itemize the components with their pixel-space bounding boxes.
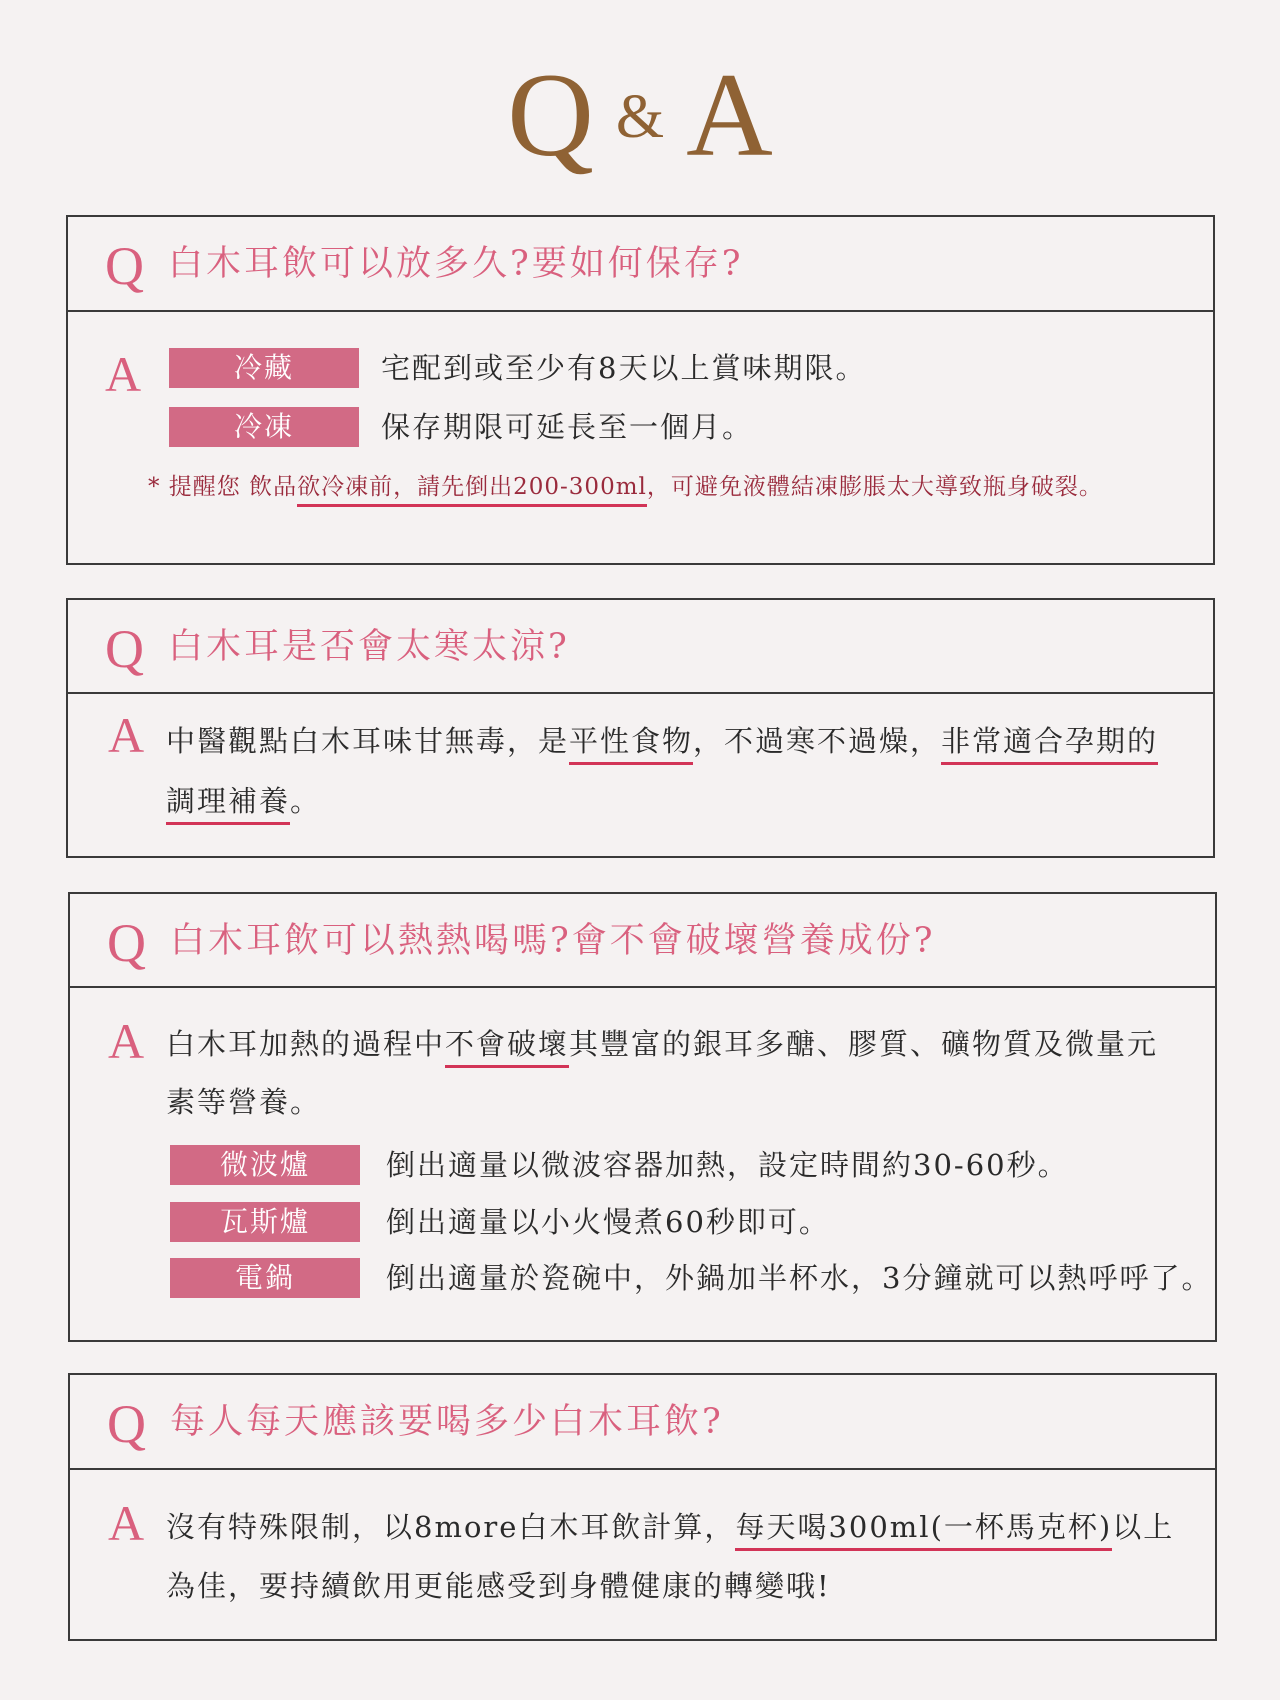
tag-refrigerate: 冷藏 (169, 348, 359, 388)
qa-card-daily-amount (68, 1373, 1217, 1641)
answer-line: 宅配到或至少有8天以上賞味期限。 (381, 351, 867, 385)
highlight-neutral: 平性食物 (569, 724, 693, 765)
title-a: A (686, 48, 773, 181)
highlight-no-damage: 不會破壞 (445, 1027, 569, 1068)
qa-card-heating (68, 892, 1217, 1342)
tag-rice-cooker: 電鍋 (170, 1258, 360, 1298)
page-title (0, 48, 1280, 181)
answer-line-2: 為佳，要持續飲用更能感受到身體健康的轉變哦! (166, 1569, 831, 1603)
answer-line-2: 素等營養。 (166, 1085, 322, 1119)
tag-microwave: 微波爐 (170, 1145, 360, 1185)
highlight-daily-amount: 每天喝300ml(一杯馬克杯) (735, 1510, 1112, 1551)
note-underlined: 欲冷凍前，請先倒出200-300ml (297, 474, 647, 507)
q-letter: Q (107, 913, 146, 973)
q-letter: Q (107, 1394, 146, 1454)
question-text: 白木耳飲可以放多久?要如何保存? (168, 244, 744, 284)
a-letter: A (108, 1495, 145, 1551)
note-prefix: * 提醒您 飲品 (148, 474, 298, 500)
title-amp: & (615, 83, 665, 151)
reminder-note (148, 476, 1103, 499)
answer-line-1: 中醫觀點白木耳味甘無毒，是平性食物，不過寒不過燥，非常適合孕期的 (166, 727, 1158, 756)
question-row (68, 600, 1213, 694)
q-letter: Q (105, 236, 144, 296)
question-row (70, 1375, 1215, 1470)
a-letter: A (108, 1013, 145, 1069)
a-letter: A (108, 707, 145, 763)
question-text: 白木耳是否會太寒太涼? (168, 627, 570, 667)
qa-card-coldness (66, 598, 1215, 858)
answer-line: 保存期限可延長至一個月。 (381, 410, 754, 444)
a-letter: A (105, 346, 142, 402)
answer-line-2: 調理補養。 (166, 787, 321, 816)
answer-line: 倒出適量以微波容器加熱，設定時間約30-60秒。 (386, 1148, 1069, 1182)
answer-line: 倒出適量於瓷碗中，外鍋加半杯水，3分鐘就可以熱呼呼了。 (386, 1261, 1213, 1295)
q-letter: Q (105, 619, 144, 679)
answer-line-1: 白木耳加熱的過程中不會破壞其豐富的銀耳多醣、膠質、礦物質及微量元 (166, 1030, 1158, 1059)
tag-freeze: 冷凍 (169, 407, 359, 447)
tag-gas-stove: 瓦斯爐 (170, 1202, 360, 1242)
answer-line-1: 沒有特殊限制，以8more白木耳飲計算，每天喝300ml(一杯馬克杯)以上 (166, 1513, 1174, 1542)
title-q: Q (507, 48, 594, 181)
question-text: 每人每天應該要喝多少白木耳飲? (170, 1402, 724, 1442)
question-row (70, 894, 1215, 988)
highlight-pregnancy: 非常適合孕期的 (941, 724, 1158, 765)
question-row (68, 217, 1213, 312)
highlight-nourish: 調理補養 (166, 784, 290, 825)
question-text: 白木耳飲可以熱熱喝嗎?會不會破壞營養成份? (170, 921, 936, 961)
qa-card-storage (66, 215, 1215, 565)
note-suffix: ，可避免液體結凍膨脹太大導致瓶身破裂。 (646, 474, 1103, 500)
answer-line: 倒出適量以小火慢煮60秒即可。 (386, 1205, 830, 1239)
